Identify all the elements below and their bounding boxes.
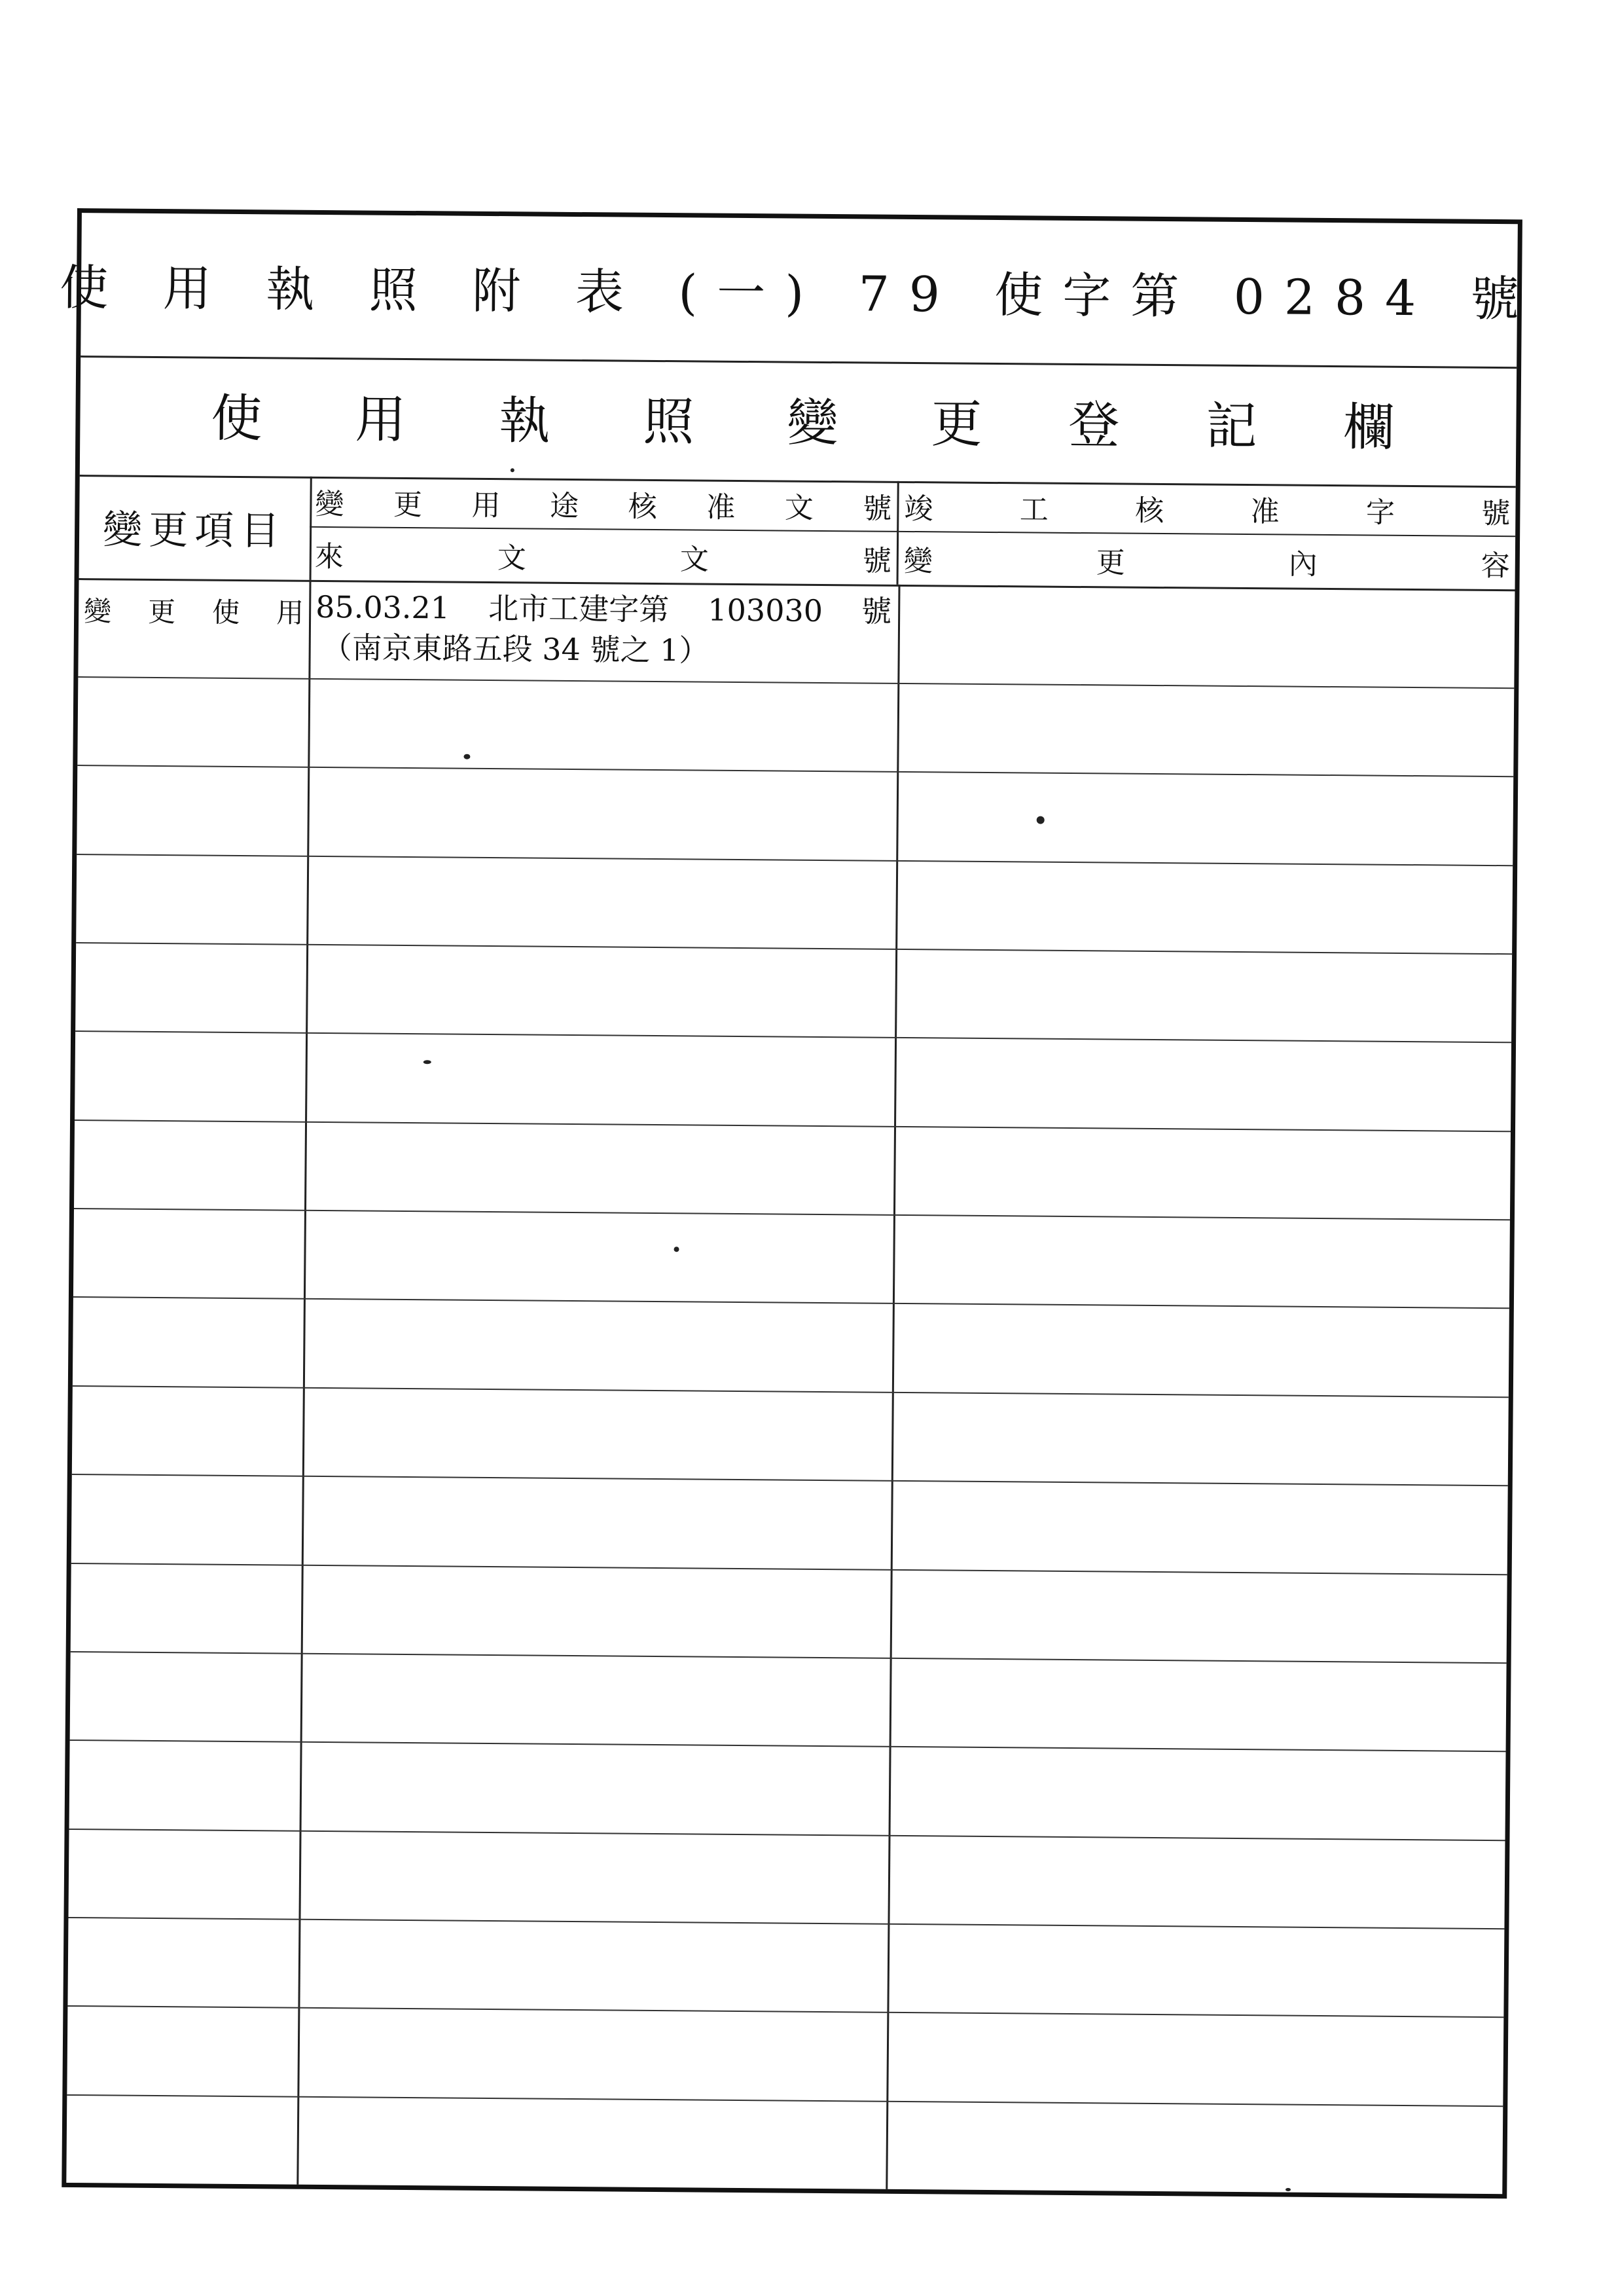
table-row xyxy=(67,2005,1503,2107)
item-char: 變 xyxy=(83,595,112,628)
scan-speck xyxy=(511,468,514,472)
table-row xyxy=(72,1385,1509,1487)
table-row xyxy=(67,1917,1504,2018)
header-char: 核 xyxy=(1135,494,1164,528)
table-row xyxy=(70,1651,1507,1753)
header-char: 更 xyxy=(1096,546,1125,580)
header-usage-approval-no xyxy=(310,477,899,532)
header-completion-approval-no xyxy=(899,481,1516,537)
table-row xyxy=(75,1030,1511,1132)
header-change-content xyxy=(899,532,1516,589)
approval-doc-line xyxy=(315,587,891,632)
table-row xyxy=(74,1120,1511,1221)
subtitle-char: 欄 xyxy=(1343,398,1395,458)
header-char: 用 xyxy=(471,488,501,523)
table-row xyxy=(77,676,1514,778)
header-char: 變 xyxy=(903,544,933,579)
scan-speck xyxy=(1285,2188,1291,2191)
item-char: 用 xyxy=(276,596,304,629)
header-char: 更 xyxy=(393,488,423,522)
table-row xyxy=(71,1563,1507,1664)
table-header-row xyxy=(79,475,1516,591)
header-char: 號 xyxy=(862,544,892,578)
form-title-row xyxy=(59,213,1539,369)
item-char: 更 xyxy=(147,595,176,629)
header-change-item: 變更項目 xyxy=(79,475,312,580)
header-char: 文 xyxy=(497,541,527,575)
header-char: 容 xyxy=(1481,549,1510,583)
header-char: 核 xyxy=(628,490,657,524)
header-char: 准 xyxy=(1250,495,1280,529)
header-incoming-doc-no xyxy=(310,528,899,585)
change-item-cell xyxy=(84,590,304,631)
scan-speck xyxy=(674,1247,679,1252)
subtitle-char: 變 xyxy=(787,393,838,454)
table-row xyxy=(77,765,1513,866)
address-line: （南京東路五段 34 號之 1） xyxy=(321,629,710,668)
doc-number: 103030 xyxy=(708,592,823,629)
doc-suffix: 號 xyxy=(861,593,892,629)
scan-speck xyxy=(1037,816,1045,824)
header-char: 文 xyxy=(679,543,710,577)
table-row xyxy=(78,578,1515,689)
header-char: 號 xyxy=(1481,496,1511,531)
header-char: 文 xyxy=(784,491,814,525)
table-row xyxy=(71,1474,1508,1575)
item-char: 使 xyxy=(211,596,240,629)
table-row xyxy=(75,942,1512,1044)
doc-prefix: 北市工建字第 xyxy=(488,590,670,628)
table-row xyxy=(73,1208,1510,1309)
table-row xyxy=(76,854,1513,955)
table-row xyxy=(69,1740,1506,1841)
header-char: 來 xyxy=(314,539,344,574)
header-char: 准 xyxy=(706,490,736,524)
subtitle-char: 更 xyxy=(931,395,982,454)
scan-speck xyxy=(463,754,470,759)
subtitle-char: 執 xyxy=(499,392,550,451)
subtitle-char: 照 xyxy=(643,392,694,452)
header-char: 號 xyxy=(863,492,892,526)
table-row xyxy=(66,2094,1503,2195)
subtitle-char: 使 xyxy=(211,389,262,449)
header-char: 竣 xyxy=(904,492,933,526)
subtitle-char: 登 xyxy=(1068,395,1120,456)
change-registration-form xyxy=(59,208,1539,2198)
header-char: 變 xyxy=(315,487,344,522)
table-row xyxy=(68,1829,1505,1930)
subtitle-char: 用 xyxy=(355,390,406,450)
header-char: 字 xyxy=(1365,496,1395,530)
scan-speck xyxy=(423,1060,431,1064)
doc-date: 85.03.21 xyxy=(315,589,450,626)
header-char: 內 xyxy=(1288,547,1318,581)
form-title: 使 用 執 照 附 表 (一) 79 使字第 0284 號 xyxy=(59,259,1539,328)
approval-doc-cell xyxy=(315,587,891,672)
table-row xyxy=(73,1296,1509,1398)
form-subtitle-row xyxy=(80,355,1517,488)
header-char: 途 xyxy=(549,489,579,524)
subtitle-char: 記 xyxy=(1206,397,1257,457)
header-char: 工 xyxy=(1019,493,1049,527)
table-body xyxy=(66,578,1515,2194)
